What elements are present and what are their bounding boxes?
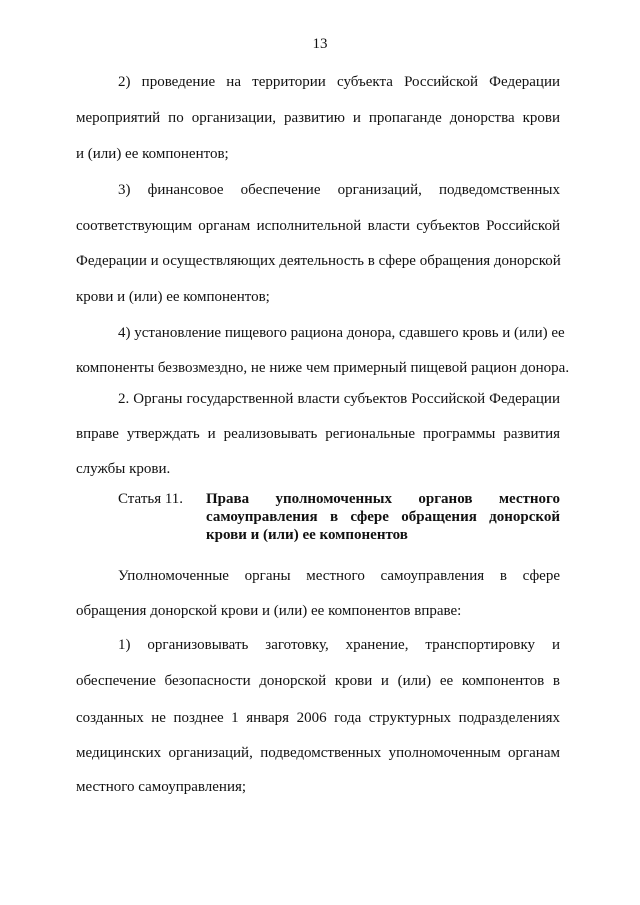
text-line: мероприятий по организации, развитию и пропаганде донорства крови — [76, 110, 560, 126]
text-line: соответствующим органам исполнительной власти субъектов Российской — [76, 218, 560, 234]
article-title — [206, 490, 560, 544]
page-number: 13 — [312, 36, 328, 52]
text-line: 3) финансовое обеспечение организаций, подведомственных — [118, 182, 560, 198]
text-line: компоненты безвозмездно, не ниже чем примерный пищевой рацион донора. — [76, 360, 570, 376]
article-label: Статья 11. — [118, 491, 184, 507]
text-line: созданных не позднее 1 января 2006 года структурных подразделениях — [76, 710, 560, 726]
text-line: и (или) ее компонентов; — [76, 146, 229, 162]
article-title-line: самоуправления в сфере обращения донорской — [206, 509, 560, 525]
text-line: службы крови. — [76, 461, 171, 477]
text-line: местного самоуправления; — [76, 779, 247, 795]
text-line: Федерации и осуществляющих деятельность в сфере обращения донорской — [76, 253, 561, 269]
text-line: обращения донорской крови и (или) ее компонентов вправе: — [76, 603, 462, 619]
text-line: медицинских организаций, подведомственных уполномоченным органам — [76, 745, 560, 761]
text-line: вправе утверждать и реализовывать региональные программы развития — [76, 426, 560, 442]
text-line: 4) установление пищевого рациона донора, сдавшего кровь и (или) ее — [118, 325, 565, 341]
text-line: обеспечение безопасности донорской крови и (или) ее компонентов в — [76, 673, 560, 689]
text-line: 2) проведение на территории субъекта Российской Федерации — [118, 74, 560, 90]
article-title-line: крови и (или) ее компонентов — [206, 527, 408, 543]
text-line: Уполномоченные органы местного самоуправления в сфере — [118, 568, 560, 584]
text-line: 1) организовывать заготовку, хранение, транспортировку и — [118, 637, 560, 653]
article-title-line: Права уполномоченных органов местного — [206, 491, 560, 507]
text-line: 2. Органы государственной власти субъектов Российской Федерации — [118, 391, 560, 407]
text-line: крови и (или) ее компонентов; — [76, 289, 270, 305]
